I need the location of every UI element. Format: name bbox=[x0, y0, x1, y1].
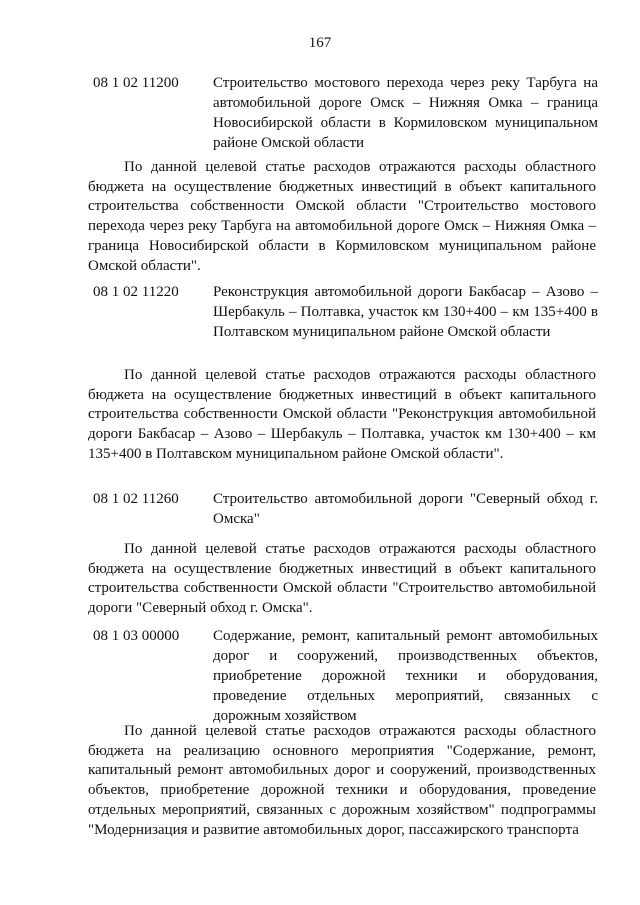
budget-item-title: Реконструкция автомобильной дороги Бакбасар – Азово – Шербакуль – Полтавка, участок км 130+400 – км 135+400 в Полтавском муниципальном районе Омской области bbox=[213, 284, 598, 340]
page-number: 167 bbox=[308, 35, 332, 51]
budget-item-code: 08 1 02 11220 bbox=[93, 284, 179, 300]
budget-item-title: Строительство автомобильной дороги "Северный обход г. Омска" bbox=[213, 491, 598, 527]
budget-item-entry bbox=[88, 626, 598, 726]
budget-item-code: 08 1 02 11260 bbox=[93, 491, 179, 507]
budget-item-code: 08 1 03 00000 bbox=[93, 628, 180, 644]
budget-item-title: Строительство мостового перехода через реку Тарбуга на автомобильной дороге Омск – Нижняя Омка – граница Новосибирской области в Кормиловском муниципальном районе Омской области bbox=[213, 75, 598, 151]
budget-item-description: По данной целевой статье расходов отражаются расходы областного бюджета на осуществление бюджетных инвестиций в объект капитального строительства собственности Омской области "Реконструкция автомобильной дороги Бакбасар – Азово – Шербакуль – Полтавка, участок км 130+400 – км 135+400 в Полтавском муниципальном районе Омской области". bbox=[88, 367, 596, 462]
budget-item-description: По данной целевой статье расходов отражаются расходы областного бюджета на осуществление бюджетных инвестиций в объект капитального строительства собственности Омской области "Строительство мостового перехода через реку Тарбуга на автомобильной дороге Омск – Нижняя Омка – граница Новосибирской области в Кормиловском муниципальном районе Омской области". bbox=[88, 159, 596, 274]
budget-item-description: По данной целевой статье расходов отражаются расходы областного бюджета на осуществление бюджетных инвестиций в объект капитального строительства собственности Омской области "Строительство автомобильной дороги "Северный обход г. Омска". bbox=[88, 541, 596, 617]
budget-item-entry bbox=[88, 282, 598, 342]
budget-item-description: По данной целевой статье расходов отражаются расходы областного бюджета на реализацию основного мероприятия "Содержание, ремонт, капитальный ремонт автомобильных дорог и сооружений, производственных объектов, приобретение дорожной техники и оборудования, проведение отдельных мероприятий, связанных с дорожным хозяйством" подпрограммы "Модернизация и развитие автомобильных дорог, пассажирского транспорта bbox=[88, 723, 596, 838]
budget-item-entry bbox=[88, 73, 598, 153]
budget-item-code: 08 1 02 11200 bbox=[93, 75, 179, 91]
budget-item-title: Содержание, ремонт, капитальный ремонт автомобильных дорог и сооружений, производственных объектов, приобретение дорожной техники и оборудования, проведение отдельных мероприятий, связанных с дорожным хозяйством bbox=[213, 628, 598, 724]
budget-item-entry bbox=[88, 489, 598, 529]
